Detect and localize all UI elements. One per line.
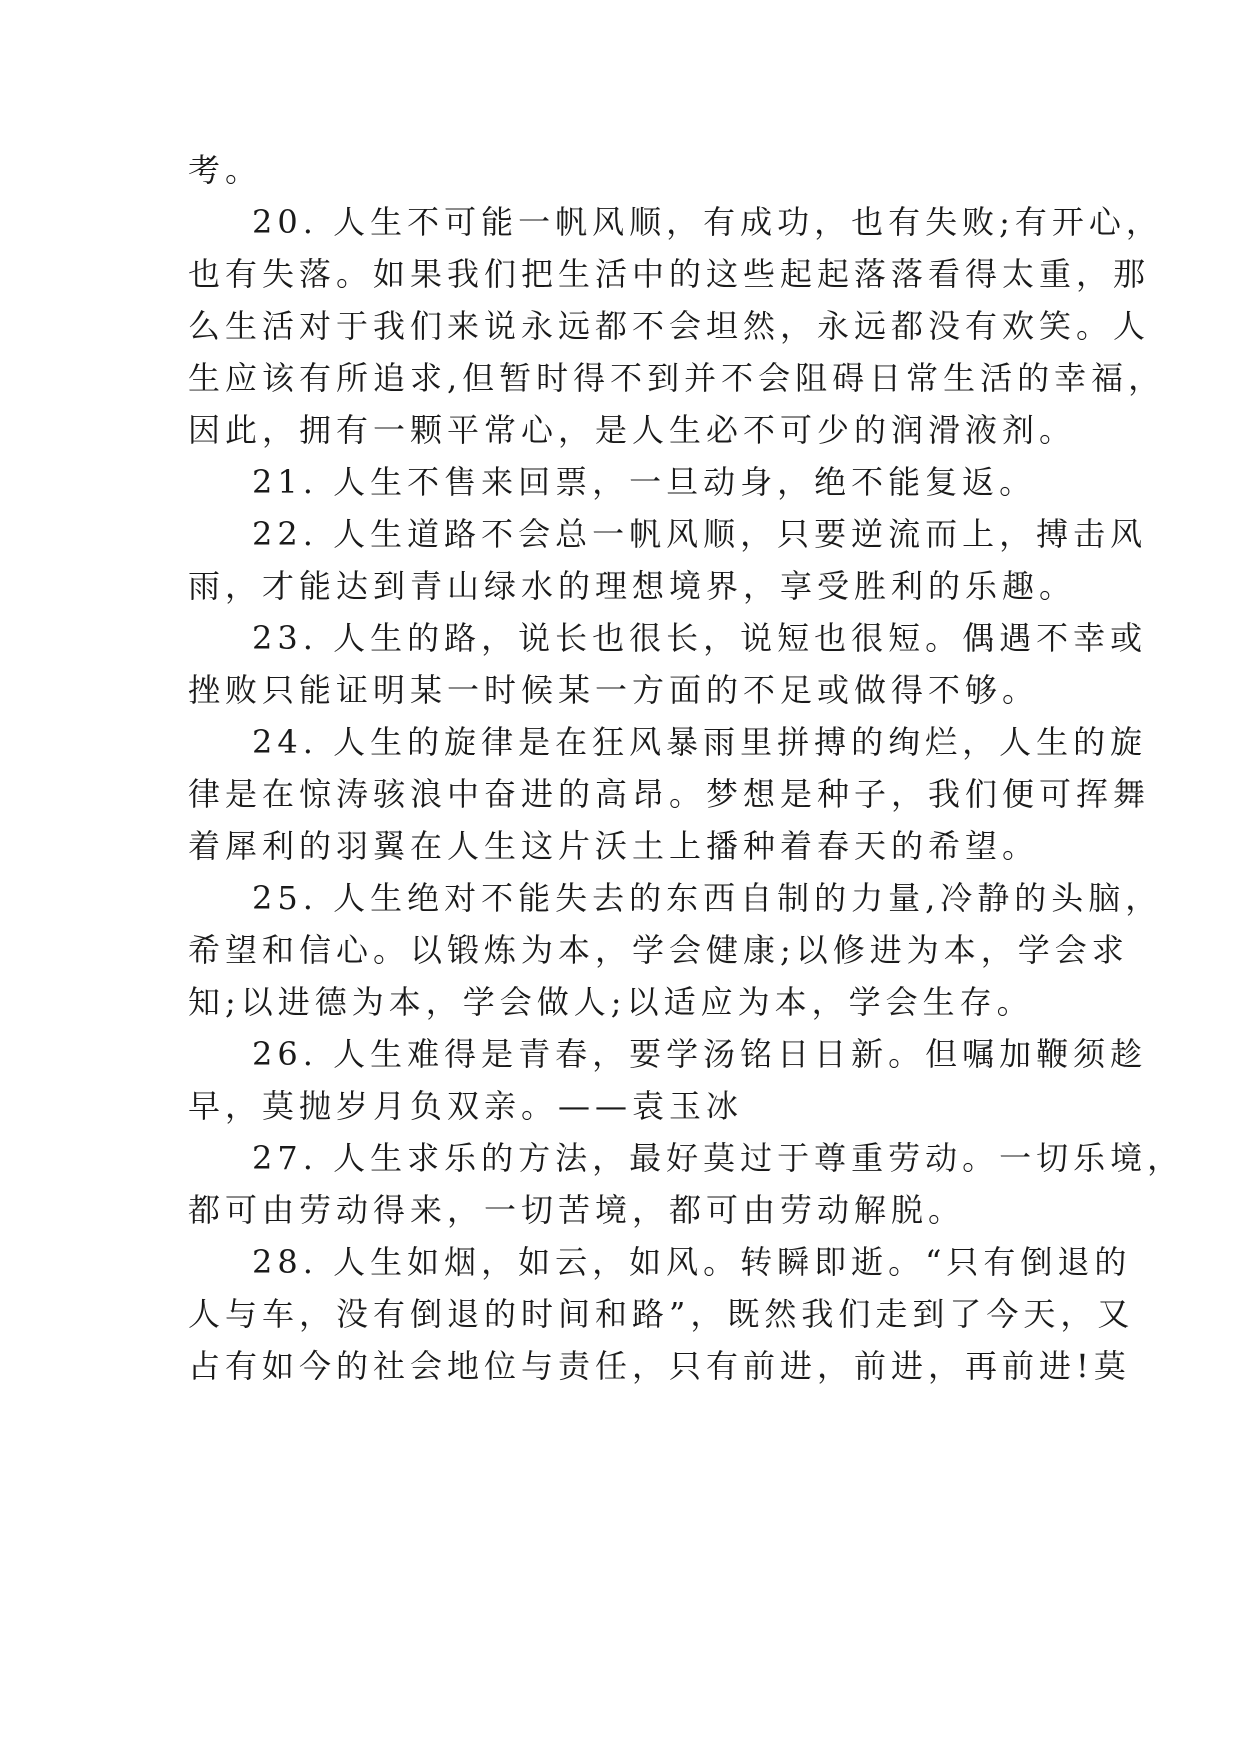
text-line: 考。	[188, 151, 263, 189]
text-line: 28. 人生如烟，如云，如风。转瞬即逝。“只有倒退的	[252, 1243, 1132, 1281]
text-line: 23. 人生的路，说长也很长，说短也很短。偶遇不幸或	[252, 619, 1148, 657]
text-line: 知;以进德为本，学会做人;以适应为本，学会生存。	[188, 983, 1034, 1021]
text-line: 21. 人生不售来回票，一旦动身，绝不能复返。	[252, 463, 1037, 501]
text-line: 因此，拥有一颗平常心，是人生必不可少的润滑液剂。	[188, 411, 1077, 449]
text-line: 雨，才能达到青山绿水的理想境界，享受胜利的乐趣。	[188, 567, 1077, 605]
text-line: 25. 人生绝对不能失去的东西自制的力量,冷静的头脑，	[252, 879, 1163, 917]
text-line: 挫败只能证明某一时候某一方面的不足或做得不够。	[188, 671, 1040, 709]
text-line: 占有如今的社会地位与责任，只有前进，前进，再前进!莫	[188, 1347, 1131, 1385]
text-line: 27. 人生求乐的方法，最好莫过于尊重劳动。一切乐境，	[252, 1139, 1185, 1177]
text-line: 着犀利的羽翼在人生这片沃土上播种着春天的希望。	[188, 827, 1040, 865]
text-line: 20. 人生不可能一帆风顺，有成功，也有失败;有开心，	[252, 203, 1163, 241]
text-line: 24. 人生的旋律是在狂风暴雨里拼搏的绚烂，人生的旋	[252, 723, 1148, 761]
text-line: 都可由劳动得来，一切苦境，都可由劳动解脱。	[188, 1191, 966, 1229]
text-line: 也有失落。如果我们把生活中的这些起起落落看得太重，那	[188, 255, 1151, 293]
text-line: 26. 人生难得是青春，要学汤铭日日新。但嘱加鞭须趁	[252, 1035, 1148, 1073]
text-line: 人与车，没有倒退的时间和路”，既然我们走到了今天，又	[188, 1295, 1135, 1333]
text-line: 律是在惊涛骇浪中奋进的高昂。梦想是种子，我们便可挥舞	[188, 775, 1151, 813]
text-line: 22. 人生道路不会总一帆风顺，只要逆流而上，搏击风	[252, 515, 1148, 553]
text-line: 希望和信心。以锻炼为本，学会健康;以修进为本，学会求	[188, 931, 1129, 969]
text-line: 早，莫抛岁月负双亲。——袁玉冰	[188, 1087, 744, 1125]
text-line: 生应该有所追求,但暂时得不到并不会阻碍日常生活的幸福，	[188, 359, 1166, 397]
text-line: 么生活对于我们来说永远都不会坦然，永远都没有欢笑。人	[188, 307, 1151, 345]
